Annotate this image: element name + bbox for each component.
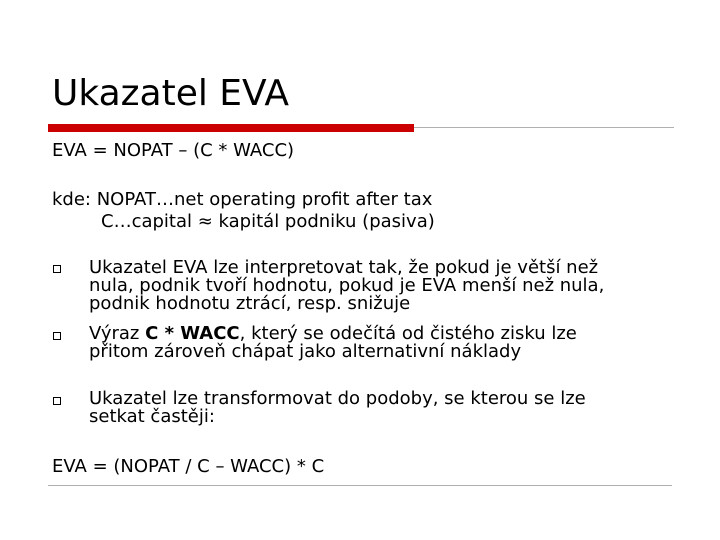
formula-alternative: EVA = (NOPAT / C – WACC) * C <box>52 456 325 477</box>
bullet-square-icon <box>53 397 61 405</box>
bullet-line: podnik hodnotu ztrácí, resp. snižuje <box>89 293 411 314</box>
title-divider-line <box>414 127 674 128</box>
bottom-divider-line <box>48 485 672 486</box>
bullet-text-interpretation <box>89 259 689 313</box>
bullet-square-icon <box>53 265 61 273</box>
definition-capital: C…capital ≈ kapitál podniku (pasiva) <box>101 211 435 232</box>
bullet-line: přitom zároveň chápat jako alternativní náklady <box>89 341 522 362</box>
bullet-line: Ukazatel EVA lze interpretovat tak, že pokud je větší než <box>89 257 599 278</box>
formula-main: EVA = NOPAT – (C * WACC) <box>52 140 295 161</box>
slide-title: Ukazatel EVA <box>52 73 289 114</box>
bullet-line: nula, podnik tvoří hodnotu, pokud je EVA menší než nula, <box>89 275 605 296</box>
title-accent-bar <box>48 124 414 132</box>
bullet-text-wacc <box>89 325 689 361</box>
bullet-suffix: , který se odečítá od čistého zisku lze <box>239 323 577 344</box>
bullet-text-transform <box>89 390 689 426</box>
bullet-line: setkat častěji: <box>89 406 215 427</box>
bullet-prefix: Výraz <box>89 323 146 344</box>
bullet-line: Ukazatel lze transformovat do podoby, se kterou se lze <box>89 388 586 409</box>
bullet-bold-term: C * WACC <box>145 323 240 344</box>
definition-nopat: kde: NOPAT…net operating profit after tax <box>52 189 433 210</box>
bullet-square-icon <box>53 332 61 340</box>
